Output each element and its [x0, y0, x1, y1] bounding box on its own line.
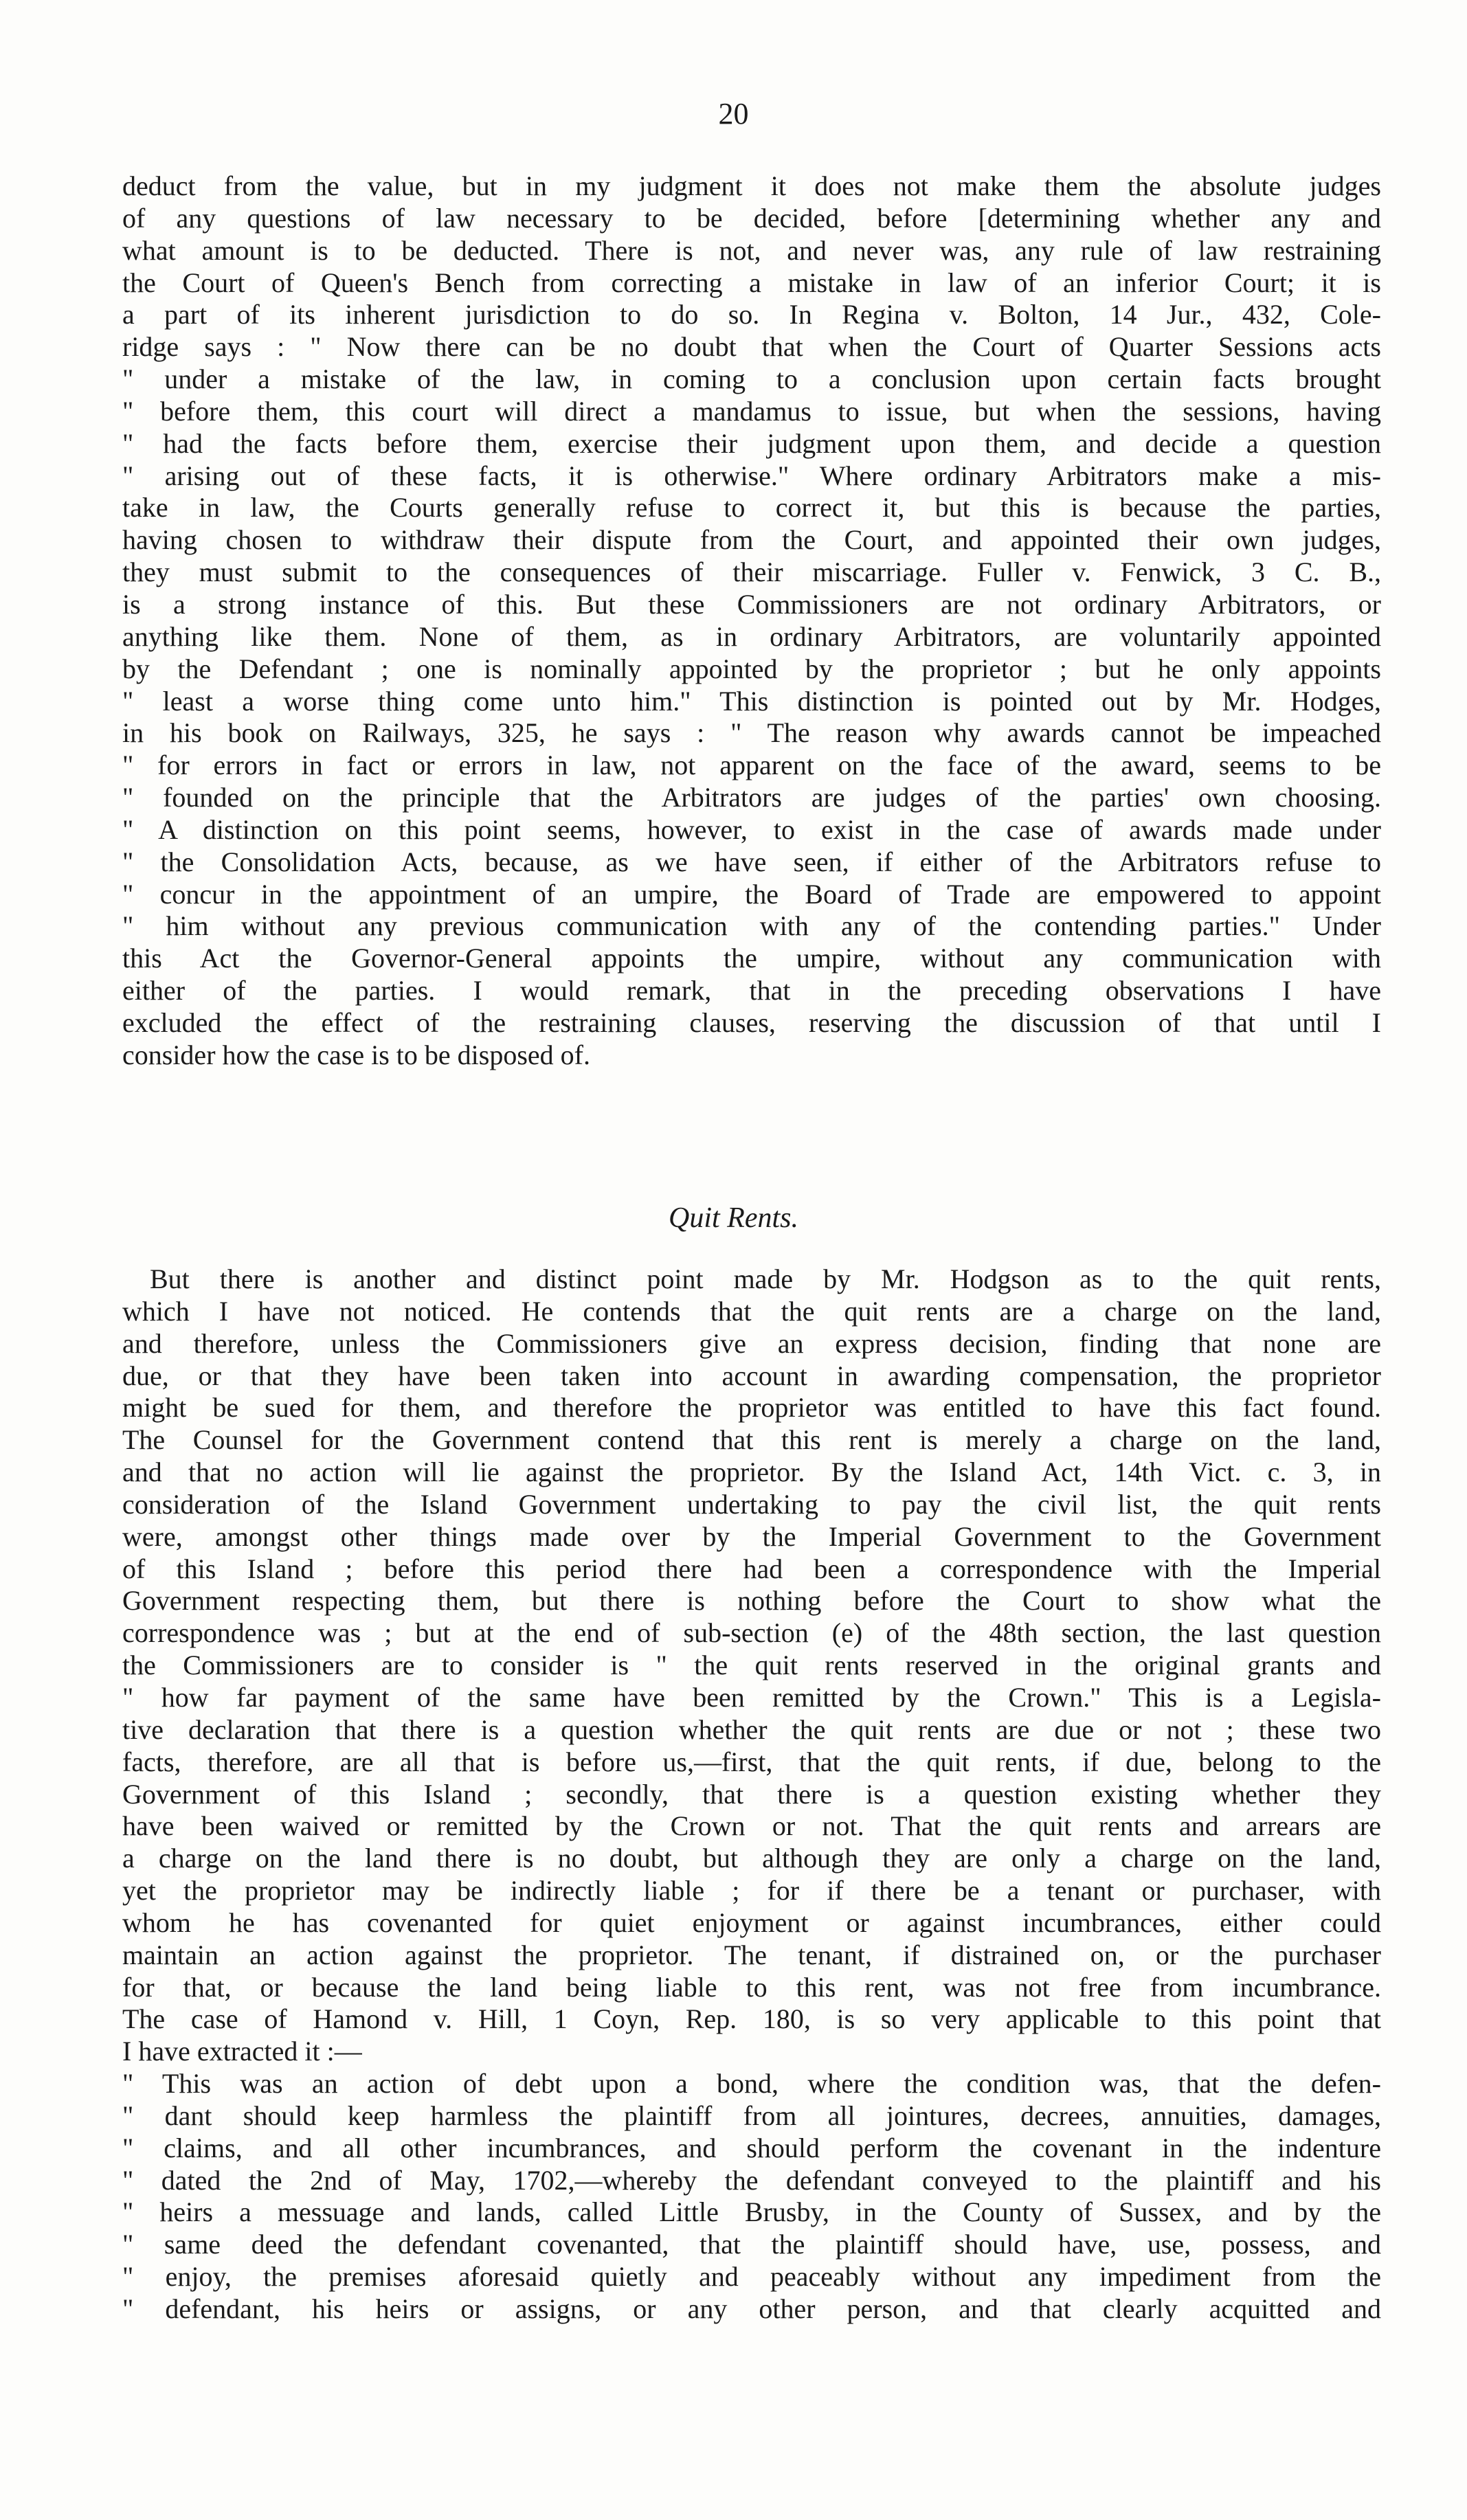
- text-line: ridge says : " Now there can be no doubt that when the Court of Quarter Sessions acts: [122, 331, 1381, 363]
- text-line: " least a worse thing come unto him." This distinction is pointed out by Mr. Hodges,: [122, 685, 1381, 717]
- text-line: " concur in the appointment of an umpire, the Board of Trade are empowered to appoint: [122, 878, 1381, 910]
- text-line: this Act the Governor-General appoints the umpire, without any communication with: [122, 943, 1381, 974]
- text-line: of this Island ; before this period there had been a correspondence with the Imperial: [122, 1553, 1381, 1584]
- text-line: " arising out of these facts, it is otherwise." Where ordinary Arbitrators make a mis-: [122, 460, 1381, 491]
- quoted-line: " This was an action of debt upon a bond, where the condition was, that the defen-: [122, 2068, 1381, 2100]
- text-line: consideration of the Island Government undertaking to pay the civil list, the quit rents: [122, 1488, 1381, 1520]
- paragraph-arbitrators: [122, 170, 1381, 1072]
- quoted-line: " claims, and all other incumbrances, and should perform the covenant in the indenture: [122, 2132, 1381, 2163]
- text-line: excluded the effect of the restraining clauses, reserving the discussion of that until I: [122, 1006, 1381, 1038]
- text-line: " founded on the principle that the Arbitrators are judges of the parties' own choosing.: [122, 782, 1381, 813]
- text-line: I have extracted it :—: [122, 2036, 362, 2067]
- text-line: take in law, the Courts generally refuse to correct it, but this is because the parties,: [122, 492, 1381, 524]
- text-line: " for errors in fact or errors in law, not apparent on the face of the award, seems to be: [122, 750, 1381, 781]
- text-line: " him without any previous communication with any of the contending parties." Under: [122, 910, 1381, 942]
- paragraph-quit-rents: [122, 1263, 1381, 2326]
- text-line: " under a mistake of the law, in coming to a conclusion upon certain facts brought: [122, 363, 1381, 395]
- text-line: tive declaration that there is a question whether the quit rents are due or not ; these two: [122, 1713, 1381, 1745]
- text-line: " had the facts before them, exercise their judgment upon them, and decide a question: [122, 427, 1381, 459]
- text-line: facts, therefore, are all that is before us,—first, that the quit rents, if due, belong to the: [122, 1746, 1381, 1777]
- text-line: anything like them. None of them, as in ordinary Arbitrators, are voluntarily appointed: [122, 620, 1381, 652]
- quoted-line: " enjoy, the premises aforesaid quietly and peaceably without any impediment from the: [122, 2261, 1381, 2293]
- quoted-line: " heirs a messuage and lands, called Little Brusby, in the County of Sussex, and by the: [122, 2196, 1381, 2228]
- text-line: the Commissioners are to consider is " the quit rents reserved in the original grants and: [122, 1650, 1381, 1681]
- quoted-line: " same deed the defendant covenanted, that the plaintiff should have, use, possess, and: [122, 2229, 1381, 2260]
- quoted-line: " defendant, his heirs or assigns, or any other person, and that clearly acquitted and: [122, 2293, 1381, 2324]
- quoted-line: " dated the 2nd of May, 1702,—whereby the defendant conveyed to the plaintiff and his: [122, 2164, 1381, 2196]
- text-line: either of the parties. I would remark, that in the preceding observations I have: [122, 975, 1381, 1006]
- text-line: a charge on the land there is no doubt, but although they are only a charge on the land,: [122, 1843, 1381, 1874]
- text-line: Government respecting them, but there is nothing before the Court to show what the: [122, 1585, 1381, 1617]
- text-line: which I have not noticed. He contends that the quit rents are a charge on the land,: [122, 1295, 1381, 1327]
- text-line: consider how the case is to be disposed of.: [122, 1039, 590, 1070]
- text-line: by the Defendant ; one is nominally appointed by the proprietor ; but he only appoints: [122, 653, 1381, 684]
- text-line: " the Consolidation Acts, because, as we have seen, if either of the Arbitrators refuse to: [122, 846, 1381, 877]
- text-line: in his book on Railways, 325, he says : " The reason why awards cannot be impeached: [122, 717, 1381, 749]
- text-line: The Counsel for the Government contend that this rent is merely a charge on the land,: [122, 1424, 1381, 1456]
- section-heading: Quit Rents.: [669, 1202, 798, 1234]
- text-line: Government of this Island ; secondly, that there is a question existing whether they: [122, 1778, 1381, 1810]
- text-line: " before them, this court will direct a mandamus to issue, but when the sessions, having: [122, 395, 1381, 427]
- text-line: were, amongst other things made over by the Imperial Government to the Government: [122, 1520, 1381, 1552]
- text-line: have been waived or remitted by the Crown or not. That the quit rents and arrears are: [122, 1810, 1381, 1842]
- text-line: a part of its inherent jurisdiction to do so. In Regina v. Bolton, 14 Jur., 432, Cole-: [122, 299, 1381, 330]
- text-line: deduct from the value, but in my judgment it does not make them the absolute judges: [122, 170, 1381, 201]
- text-line: " how far payment of the same have been remitted by the Crown." This is a Legisla-: [122, 1681, 1381, 1713]
- text-line: " A distinction on this point seems, however, to exist in the case of awards made under: [122, 813, 1381, 845]
- text-line: and therefore, unless the Commissioners give an express decision, finding that none are: [122, 1327, 1381, 1359]
- text-line: whom he has covenanted for quiet enjoyment or against incumbrances, either could: [122, 1906, 1381, 1938]
- text-line: for that, or because the land being liable to this rent, was not free from incumbrance.: [122, 1971, 1381, 2003]
- text-line: and that no action will lie against the proprietor. By the Island Act, 14th Vict. c. 3, in: [122, 1456, 1381, 1488]
- text-line: might be sued for them, and therefore the proprietor was entitled to have this fact found.: [122, 1392, 1381, 1424]
- text-line: they must submit to the consequences of their miscarriage. Fuller v. Fenwick, 3 C. B.,: [122, 556, 1381, 588]
- text-line: is a strong instance of this. But these Commissioners are not ordinary Arbitrators, or: [122, 588, 1381, 620]
- quoted-line: " dant should keep harmless the plaintiff from all jointures, decrees, annuities, damages,: [122, 2100, 1381, 2131]
- text-line: yet the proprietor may be indirectly liable ; for if there be a tenant or purchaser, with: [122, 1875, 1381, 1906]
- text-line: The case of Hamond v. Hill, 1 Coyn, Rep. 180, is so very applicable to this point that: [122, 2003, 1381, 2035]
- text-line: what amount is to be deducted. There is not, and never was, any rule of law restraining: [122, 234, 1381, 266]
- text-line: having chosen to withdraw their dispute from the Court, and appointed their own judges,: [122, 524, 1381, 556]
- text-line: due, or that they have been taken into account in awarding compensation, the proprietor: [122, 1360, 1381, 1391]
- text-line: correspondence was ; but at the end of sub-section (e) of the 48th section, the last question: [122, 1617, 1381, 1649]
- text-line: But there is another and distinct point made by Mr. Hodgson as to the quit rents,: [150, 1263, 1381, 1294]
- page-number: 20: [718, 97, 749, 131]
- text-line: of any questions of law necessary to be decided, before [determining whether any and: [122, 202, 1381, 234]
- text-line: the Court of Queen's Bench from correcting a mistake in law of an inferior Court; it is: [122, 267, 1381, 298]
- text-line: maintain an action against the proprietor. The tenant, if distrained on, or the purchaser: [122, 1939, 1381, 1970]
